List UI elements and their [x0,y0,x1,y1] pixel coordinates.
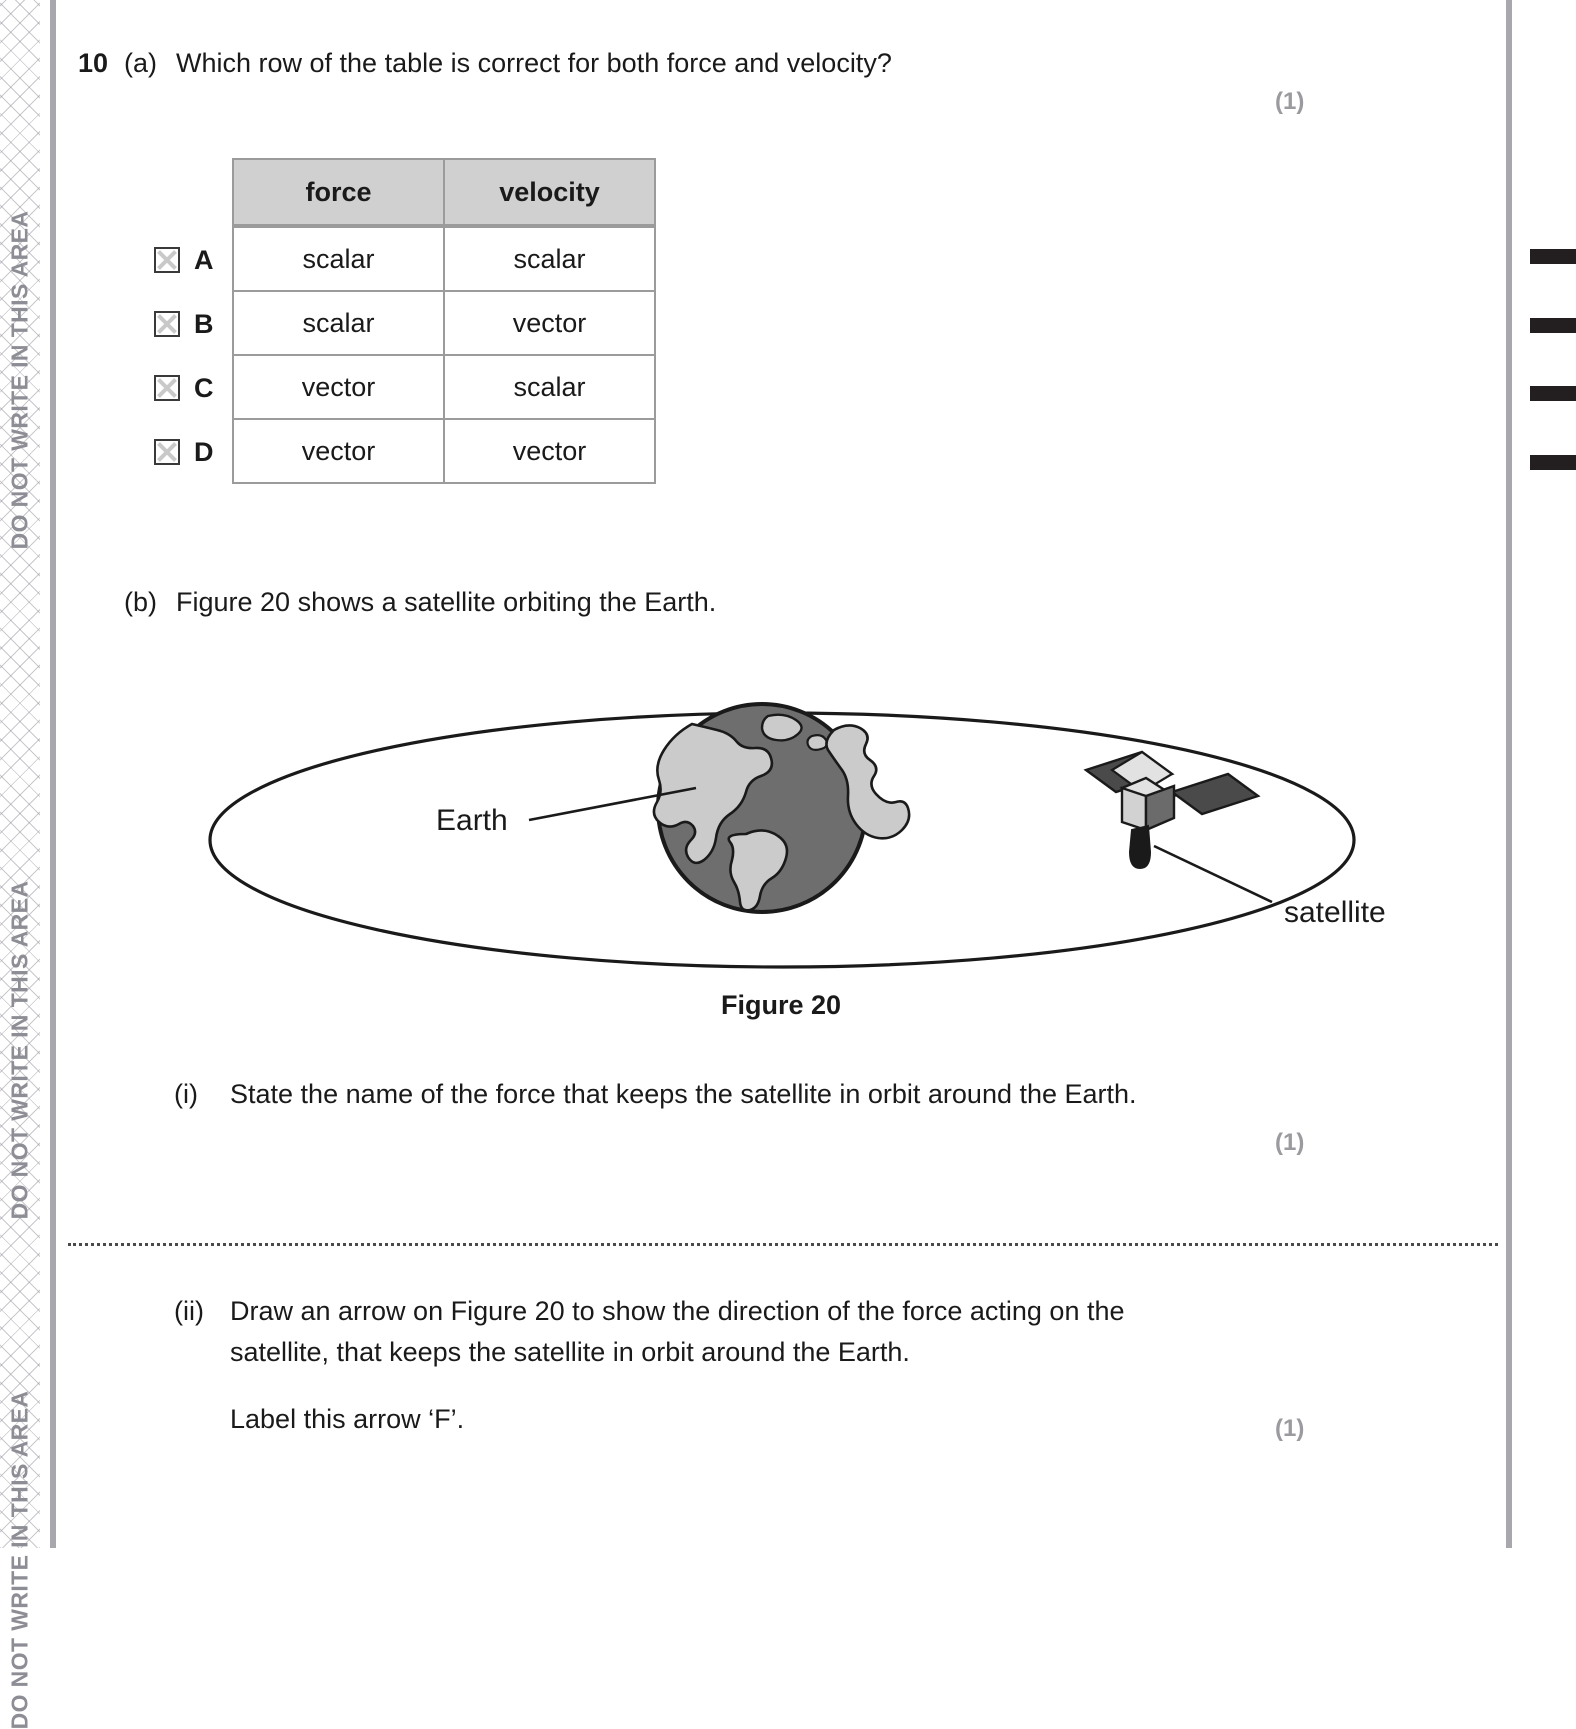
part-a-text: Which row of the table is correct for both force and velocity? [176,48,892,78]
checkbox-icon-d[interactable] [154,439,180,465]
table-row [132,420,656,484]
figure-20-diagram [56,648,1506,948]
sub-i-label: (i) [174,1079,198,1109]
section-divider [68,1243,1498,1246]
marks-part-a: (1) [1275,88,1305,115]
satellite-label: satellite [1284,896,1386,929]
option-letter-a: A [194,244,214,275]
margin-warning-text-3: DO NOT WRITE IN THIS AREA [6,1390,33,1729]
checkbox-icon-b[interactable] [154,311,180,337]
column-header-velocity: velocity [443,158,656,226]
question-10b-ii [174,1292,1125,1331]
sub-ii-label: (ii) [174,1296,204,1326]
question-content [56,0,1506,1548]
cell-d-force: vector [232,418,445,484]
table-header-row [132,160,656,228]
question-10b-i [174,1075,1137,1114]
cell-a-force: scalar [232,226,445,292]
answer-space-sub-i[interactable] [174,1165,1474,1225]
checkbox-icon-c[interactable] [154,375,180,401]
part-a-label: (a) [124,48,157,78]
earth-globe [654,704,909,912]
margin-warning-text-1: DO NOT WRITE IN THIS AREA [6,210,33,550]
mcq-answer-table [132,160,656,484]
satellite-icon [1086,752,1258,868]
part-b-label: (b) [124,587,157,617]
sub-ii-text-line2: satellite, that keeps the satellite in orbit around the Earth. [230,1337,910,1367]
option-a-selector[interactable] [132,228,232,292]
table-row [132,228,656,292]
satellite-leader-line [1154,846,1272,902]
registration-bar-1 [1530,249,1576,264]
table-row [132,356,656,420]
column-header-force: force [232,158,445,226]
cell-b-velocity: vector [443,290,656,356]
option-letter-d: D [194,436,214,467]
margin-warning-text-2: DO NOT WRITE IN THIS AREA [6,880,33,1220]
table-row [132,292,656,356]
question-10b-heading [124,583,716,622]
cell-c-force: vector [232,354,445,420]
registration-bar-3 [1530,386,1576,401]
cell-a-velocity: scalar [443,226,656,292]
registration-bar-2 [1530,318,1576,333]
part-b-text: Figure 20 shows a satellite orbiting the Earth. [176,587,717,617]
marks-sub-ii: (1) [1275,1415,1305,1442]
option-letter-c: C [194,372,214,403]
option-d-selector[interactable] [132,420,232,484]
earth-label: Earth [436,804,508,837]
sub-i-text: State the name of the force that keeps the satellite in orbit around the Earth. [230,1079,1137,1109]
question-number: 10 [78,48,109,78]
cell-c-velocity: scalar [443,354,656,420]
cell-b-force: scalar [232,290,445,356]
sub-ii-text-line1: Draw an arrow on Figure 20 to show the direction of the force acting on the [230,1296,1125,1326]
marks-sub-i: (1) [1275,1129,1305,1156]
figure-caption: Figure 20 [720,990,842,1020]
question-10a-heading [78,44,892,83]
option-letter-b: B [194,308,214,339]
checkbox-icon-a[interactable] [154,247,180,273]
left-margin-strip [0,0,40,1729]
registration-bar-4 [1530,455,1576,470]
option-c-selector[interactable] [132,356,232,420]
cell-d-velocity: vector [443,418,656,484]
sub-ii-text-line3: Label this arrow ‘F’. [230,1404,465,1434]
option-b-selector[interactable] [132,292,232,356]
header-spacer [132,160,232,228]
right-vertical-rule [1506,0,1512,1548]
